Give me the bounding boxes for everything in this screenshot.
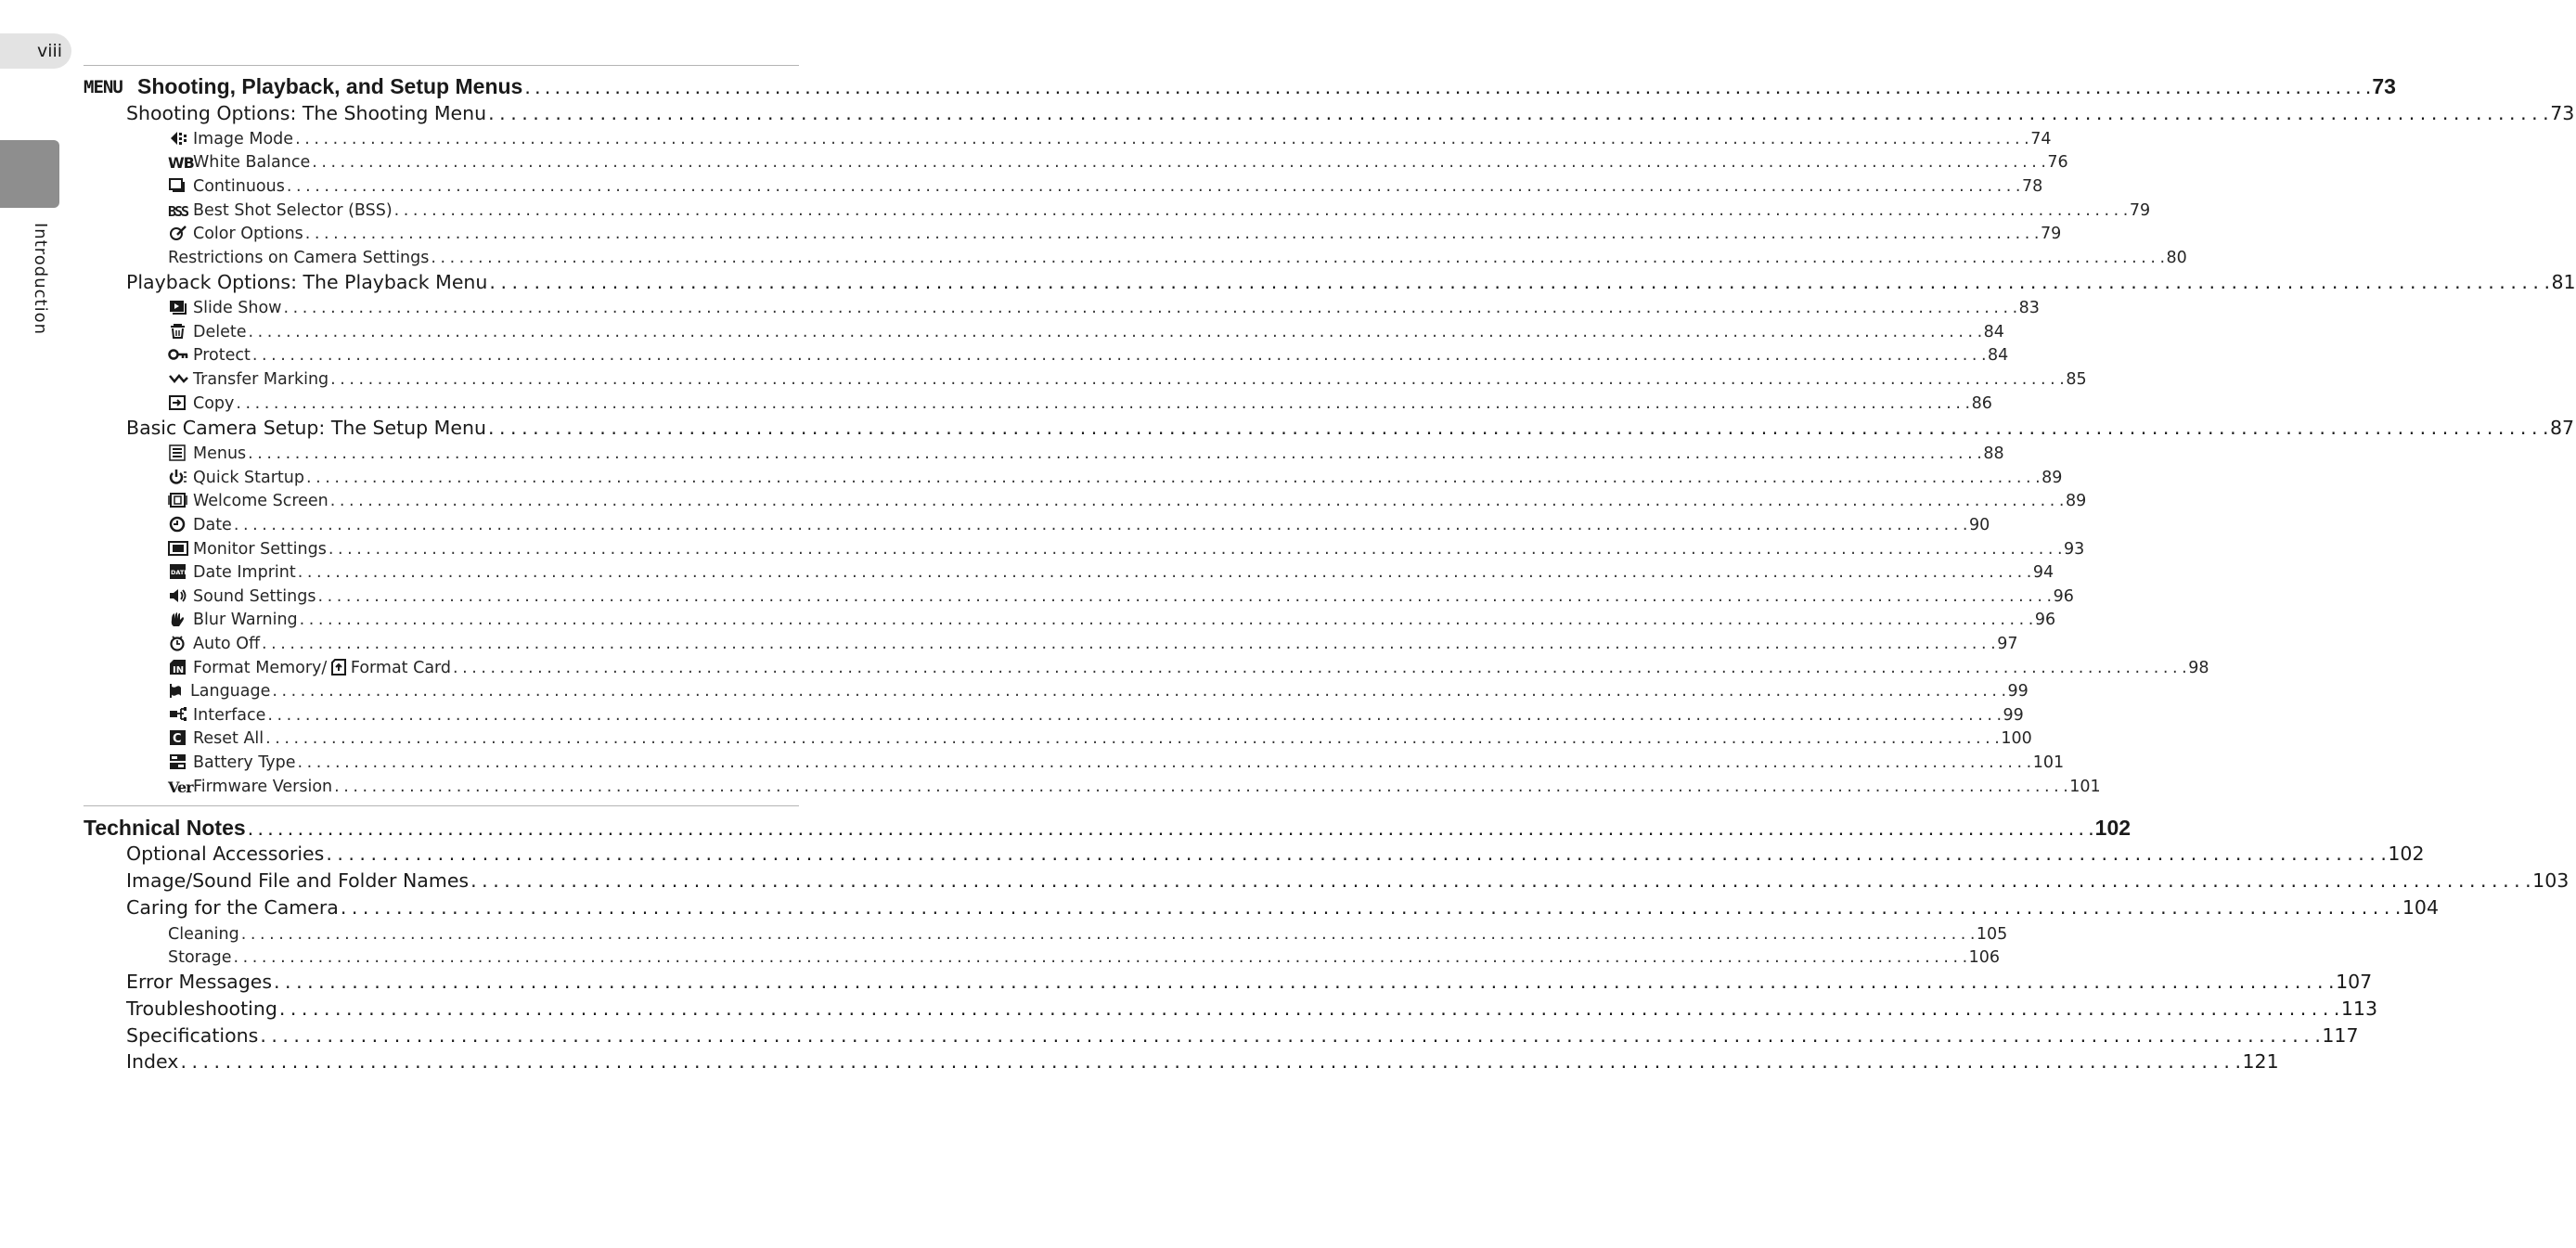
delete-icon [168, 323, 188, 340]
quick-startup-icon [168, 469, 188, 485]
toc-section-specifications[interactable]: Specifications . . . 117 [126, 1024, 799, 1047]
sound-settings-icon [168, 587, 188, 604]
toc-item-interface[interactable]: Interface . . . 99 [168, 706, 799, 725]
date-clock-icon [168, 516, 188, 533]
toc-item-delete[interactable]: Delete . . . 84 [168, 323, 799, 341]
format-card-icon [328, 659, 345, 675]
toc-item-blur-warning[interactable]: Blur Warning . . . 96 [168, 611, 799, 629]
svg-text:MENU: MENU [84, 77, 122, 97]
toc-item-restrictions[interactable]: Restrictions on Camera Settings . . . 80 [168, 249, 799, 267]
auto-off-icon [168, 635, 188, 651]
monitor-settings-icon [168, 540, 188, 557]
toc-item-welcome-screen[interactable]: Welcome Screen . . . 89 [168, 492, 799, 510]
toc-item-quick-startup[interactable]: Quick Startup . . . 89 [168, 469, 799, 487]
page-ref: 73 [2372, 74, 2396, 98]
menu-icon [84, 77, 130, 96]
language-icon [168, 682, 187, 699]
toc-section-caring[interactable]: Caring for the Camera . . . 104 [126, 896, 799, 919]
toc-item-reset-all[interactable]: C Reset All . . . 100 [168, 729, 799, 748]
menus-icon [168, 444, 188, 461]
toc-item-date-imprint[interactable]: DATE Date Imprint . . . 94 [168, 563, 799, 582]
format-memory-icon [168, 659, 188, 675]
page-number: viii [37, 41, 63, 61]
svg-text:C: C [173, 732, 182, 746]
protect-key-icon [168, 346, 188, 363]
dot-leader [524, 74, 2370, 99]
toc-item-protect[interactable]: Protect . . . 84 [168, 346, 799, 365]
toc-item-date[interactable]: Date . . . 90 [168, 516, 799, 534]
toc-section-index[interactable]: Index . . . 121 [126, 1050, 799, 1073]
svg-text:BSS: BSS [168, 203, 188, 220]
toc-chapter-menus[interactable]: MENU Shooting, Playback, and Setup Menus . . . 73 [84, 74, 799, 99]
svg-text:Ver: Ver [168, 778, 193, 796]
toc-item-menus[interactable]: Menus . . . 88 [168, 444, 799, 463]
toc-section-file-folder-names[interactable]: Image/Sound File and Folder Names . . . 103 [126, 869, 799, 892]
battery-type-icon [168, 753, 188, 770]
toc-item-white-balance[interactable]: WB White Balance . . . 76 [168, 153, 799, 172]
white-balance-icon [168, 153, 194, 172]
welcome-screen-icon [168, 492, 188, 508]
slide-show-icon [168, 299, 188, 315]
image-mode-icon [168, 130, 188, 147]
reset-all-icon [168, 729, 188, 746]
color-options-icon [168, 225, 188, 241]
toc-item-bss[interactable]: BSS Best Shot Selector (BSS) . . . 79 [168, 201, 799, 220]
toc-item-battery-type[interactable]: Battery Type . . . 101 [168, 753, 799, 772]
dot-leader [488, 102, 2548, 124]
toc-section-troubleshooting[interactable]: Troubleshooting . . . 113 [126, 997, 799, 1020]
toc-item-monitor-settings[interactable]: Monitor Settings . . . 93 [168, 540, 799, 559]
toc-item-slide-show[interactable]: Slide Show . . . 83 [168, 299, 799, 317]
toc-item-color-options[interactable]: Color Options . . . 79 [168, 225, 799, 243]
toc-section-playback-menu[interactable]: Playback Options: The Playback Menu . . . 81 [126, 271, 799, 293]
date-imprint-icon [168, 563, 188, 580]
transfer-marking-icon [168, 370, 188, 387]
toc-item-auto-off[interactable]: Auto Off . . . 97 [168, 635, 799, 653]
toc-item-language[interactable]: Language . . . 99 [168, 682, 799, 701]
toc-item-copy[interactable]: Copy . . . 86 [168, 394, 799, 413]
firmware-version-icon [168, 778, 193, 796]
toc-item-image-mode[interactable]: Image Mode . . . 74 [168, 130, 799, 148]
side-section-label: Introduction [31, 223, 50, 336]
toc-item-storage[interactable]: Storage . . . 106 [168, 948, 799, 967]
toc-item-sound-settings[interactable]: Sound Settings . . . 96 [168, 587, 799, 606]
toc-section-setup-menu[interactable]: Basic Camera Setup: The Setup Menu . . . 87 [126, 417, 799, 439]
bss-icon [168, 201, 188, 218]
toc-section-error-messages[interactable]: Error Messages . . . 107 [126, 971, 799, 993]
copy-icon [168, 394, 188, 411]
svg-text:WB: WB [168, 154, 194, 172]
interface-icon [168, 706, 188, 723]
continuous-icon [168, 177, 188, 194]
toc-item-continuous[interactable]: Continuous . . . 78 [168, 177, 799, 196]
toc-item-cleaning[interactable]: Cleaning . . . 105 [168, 925, 799, 944]
toc-section-optional-accessories[interactable]: Optional Accessories . . . 102 [126, 843, 799, 865]
toc-item-transfer-marking[interactable]: Transfer Marking . . . 85 [168, 370, 799, 389]
toc-item-firmware-version[interactable]: Ver Firmware Version . . . 101 [168, 778, 799, 796]
svg-text:IN: IN [173, 665, 185, 675]
toc-section-shooting-menu[interactable]: Shooting Options: The Shooting Menu . . . 73 [126, 102, 799, 124]
svg-text:DATE: DATE [171, 569, 188, 576]
toc-chapter-technical-notes[interactable]: Technical Notes . . . 102 [84, 816, 799, 841]
blur-warning-icon [168, 611, 188, 627]
toc-item-format[interactable]: IN Format Memory/ Format Card . . . 98 [168, 659, 799, 677]
